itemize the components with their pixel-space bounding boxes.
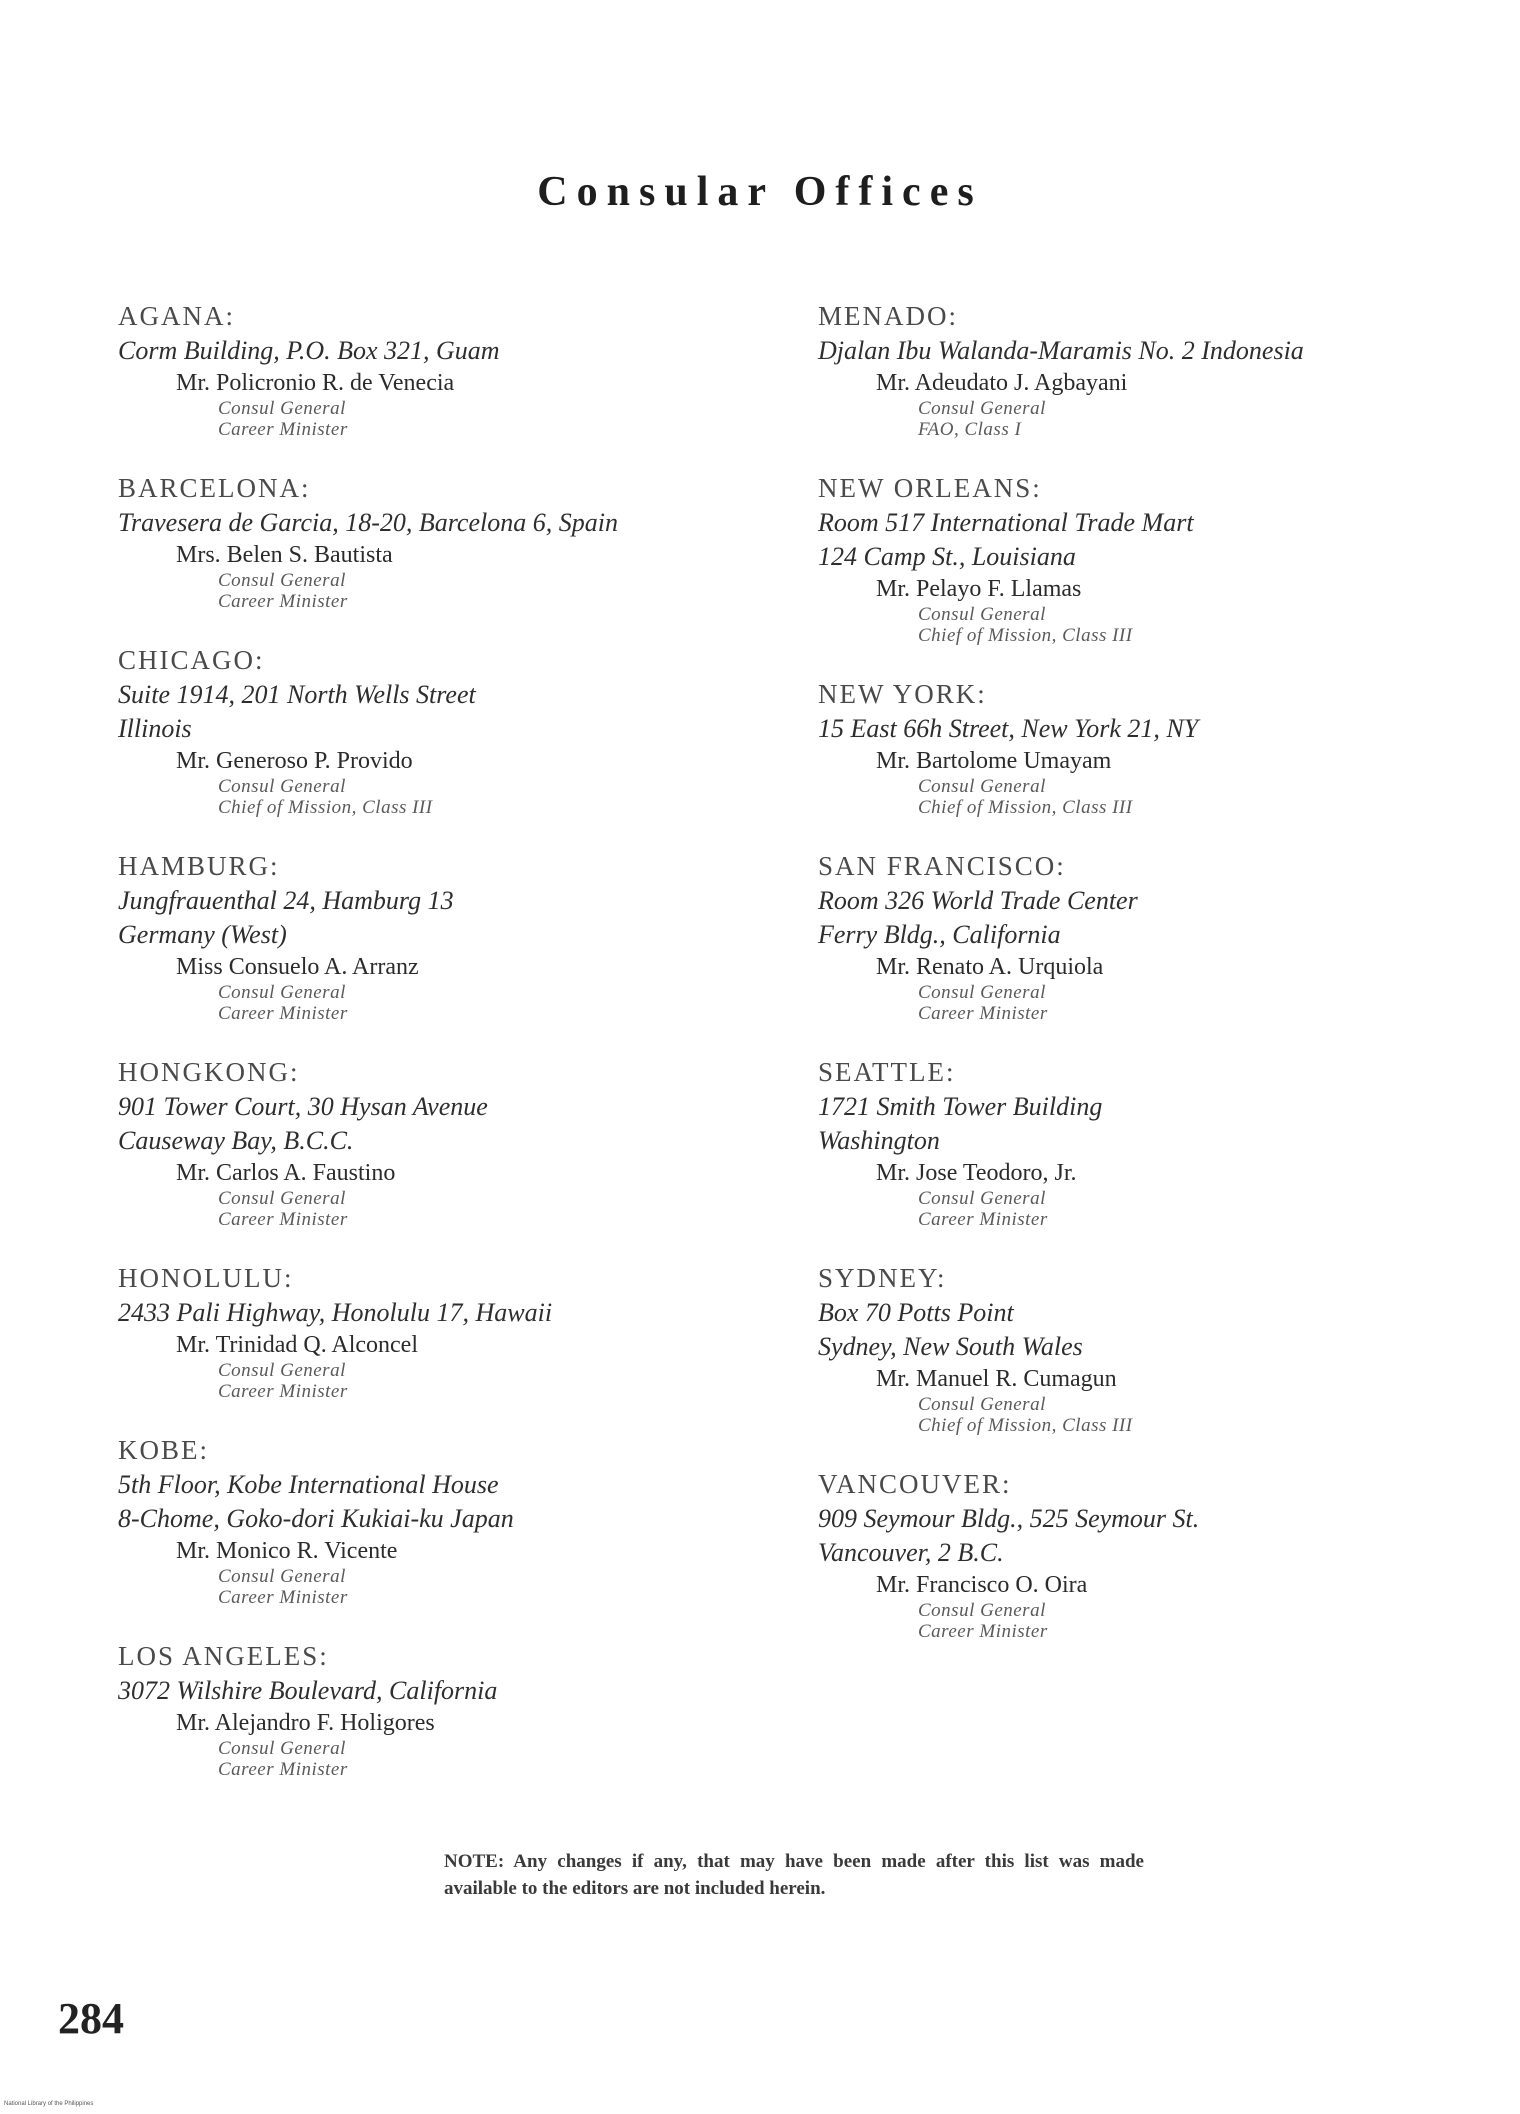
right-column [818,298,1468,1672]
consul-title: Consul General [918,776,1046,797]
consulate-entry [118,298,768,440]
consul-title: Career Minister [918,1209,1048,1230]
consul-title: Career Minister [218,419,348,440]
consulate-entry [818,1466,1468,1642]
consulate-entry [118,1054,768,1230]
consulate-entry [118,848,768,1024]
consul-name: Mr. Alejandro F. Holigores [176,1710,435,1736]
consulate-entry [118,1260,768,1402]
consul-name: Mr. Policronio R. de Venecia [176,370,455,396]
consul-title: Consul General [218,982,346,1003]
consul-title: Career Minister [218,591,348,612]
address-line: Box 70 Potts Point [818,1298,1014,1327]
address-line: 3072 Wilshire Boulevard, California [118,1676,498,1705]
address-line: Corm Building, P.O. Box 321, Guam [118,336,500,365]
city-heading: VANCOUVER: [818,1469,1012,1499]
consul-title: Career Minister [918,1621,1048,1642]
archive-footer: National Library of the Philippines [4,2101,94,2107]
address-line: 8-Chome, Goko-dori Kukiai-ku Japan [118,1504,514,1533]
consul-title: Chief of Mission, Class III [918,797,1133,818]
consul-title: Consul General [918,398,1046,419]
address-line: Suite 1914, 201 North Wells Street [118,680,476,709]
address-line: Djalan Ibu Walanda-Maramis No. 2 Indonesia [818,336,1304,365]
address-line: Washington [818,1126,940,1155]
consul-title: Chief of Mission, Class III [918,625,1133,646]
consulate-entry [818,1260,1468,1436]
consul-title: Consul General [918,604,1046,625]
address-line: 909 Seymour Bldg., 525 Seymour St. [818,1504,1200,1533]
address-line: Illinois [118,714,192,743]
consul-title: Consul General [918,1394,1046,1415]
consul-name: Mr. Pelayo F. Llamas [876,576,1082,602]
consul-title: Consul General [918,1188,1046,1209]
editorial-note: NOTE: Any changes if any, that may have been made after this list was made available to the editors are not included herein. [444,1851,1144,1899]
consul-title: Career Minister [218,1003,348,1024]
consul-name: Mr. Generoso P. Provido [176,748,413,774]
consul-title: Consul General [218,398,346,419]
consul-title: Chief of Mission, Class III [218,797,433,818]
city-heading: HAMBURG: [118,851,280,881]
address-line: Room 517 International Trade Mart [818,508,1194,537]
consulate-entry [118,470,768,612]
city-heading: SYDNEY: [818,1263,947,1293]
consul-title: Career Minister [218,1381,348,1402]
city-heading: AGANA: [118,301,235,331]
address-line: Room 326 World Trade Center [818,886,1138,915]
consulate-entry [818,1054,1468,1230]
city-heading: NEW YORK: [818,679,987,709]
address-line: 2433 Pali Highway, Honolulu 17, Hawaii [118,1298,553,1327]
consulate-entry [118,1638,768,1780]
city-heading: KOBE: [118,1435,209,1465]
consul-title: Consul General [218,570,346,591]
consul-title: Consul General [918,982,1046,1003]
page-number: 284 [58,1994,124,2043]
city-heading: SEATTLE: [818,1057,956,1087]
consul-name: Mr. Carlos A. Faustino [176,1160,396,1186]
consul-title: Consul General [218,1566,346,1587]
city-heading: NEW ORLEANS: [818,473,1042,503]
address-line: 15 East 66h Street, New York 21, NY [818,714,1199,743]
city-heading: HONGKONG: [118,1057,300,1087]
consulate-entry [818,298,1468,440]
city-heading: SAN FRANCISCO: [818,851,1066,881]
consul-name: Mrs. Belen S. Bautista [176,542,393,568]
consul-title: Career Minister [218,1587,348,1608]
address-line: 124 Camp St., Louisiana [818,542,1076,571]
consulate-entry [118,642,768,818]
address-line: Vancouver, 2 B.C. [818,1538,1004,1567]
city-heading: BARCELONA: [118,473,311,503]
address-line: Jungfrauenthal 24, Hamburg 13 [118,886,454,915]
address-line: 1721 Smith Tower Building [818,1092,1103,1121]
address-line: Sydney, New South Wales [818,1332,1083,1361]
consul-title: Consul General [218,1360,346,1381]
consul-name: Mr. Bartolome Umayam [876,748,1112,774]
consul-name: Mr. Trinidad Q. Alconcel [176,1332,419,1358]
address-line: Causeway Bay, B.C.C. [118,1126,354,1155]
left-column [118,298,768,1810]
consul-name: Mr. Francisco O. Oira [876,1572,1088,1598]
city-heading: LOS ANGELES: [118,1641,329,1671]
consulate-entry [818,676,1468,818]
consulate-entry [818,848,1468,1024]
consul-title: Career Minister [218,1759,348,1780]
address-line: 901 Tower Court, 30 Hysan Avenue [118,1092,488,1121]
consul-title: Consul General [218,1738,346,1759]
address-line: 5th Floor, Kobe International House [118,1470,499,1499]
city-heading: HONOLULU: [118,1263,294,1293]
address-line: Travesera de Garcia, 18-20, Barcelona 6, Spain [118,508,618,537]
consul-name: Mr. Manuel R. Cumagun [876,1366,1117,1392]
address-line: Germany (West) [118,920,287,949]
consul-title: Consul General [918,1600,1046,1621]
consul-name: Mr. Monico R. Vicente [176,1538,398,1564]
consul-title: FAO, Class I [918,419,1022,440]
consul-title: Career Minister [918,1003,1048,1024]
city-heading: MENADO: [818,301,958,331]
consul-name: Mr. Jose Teodoro, Jr. [876,1160,1077,1186]
consulate-entry [118,1432,768,1608]
consul-title: Consul General [218,1188,346,1209]
consulate-entry [818,470,1468,646]
consul-title: Career Minister [218,1209,348,1230]
consul-title: Consul General [218,776,346,797]
consul-name: Mr. Renato A. Urquiola [876,954,1104,980]
consul-name: Miss Consuelo A. Arranz [176,954,419,980]
consul-title: Chief of Mission, Class III [918,1415,1133,1436]
consul-name: Mr. Adeudato J. Agbayani [876,370,1128,396]
city-heading: CHICAGO: [118,645,265,675]
page-title: Consular Offices [537,169,983,215]
address-line: Ferry Bldg., California [818,920,1061,949]
